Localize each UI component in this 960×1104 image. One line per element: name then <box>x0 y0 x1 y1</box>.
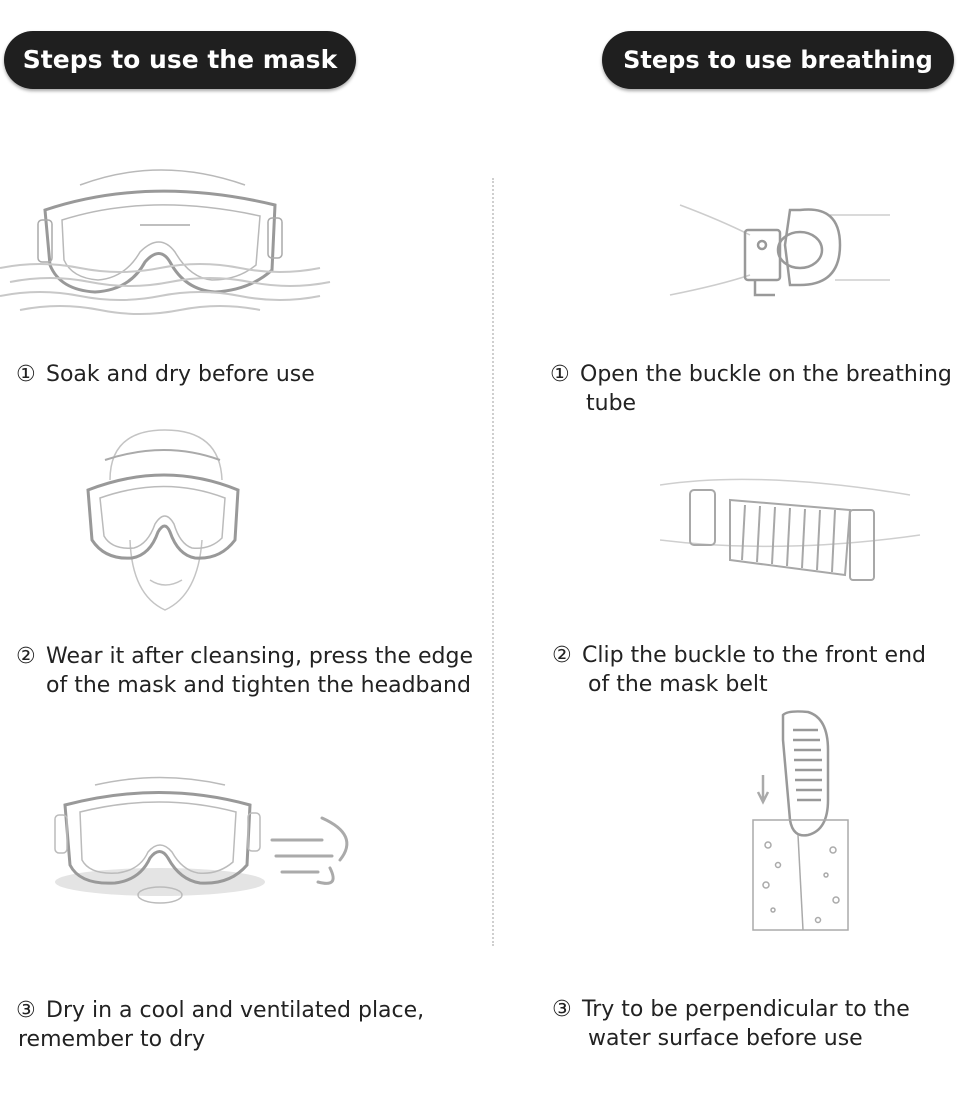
step-text-continued: tube <box>586 391 637 416</box>
mask-soaking-illustration <box>0 150 340 335</box>
mask-step-2 <box>16 642 486 700</box>
mask-step-3 <box>16 996 486 1054</box>
mask-step-1 <box>16 360 476 389</box>
step-text-continued: of the mask belt <box>588 672 768 697</box>
column-divider <box>492 178 494 946</box>
step-text: Clip the buckle to the front end <box>582 643 926 668</box>
mask-on-face-illustration <box>70 420 260 620</box>
mask-drying-illustration <box>50 770 360 915</box>
step-text: Wear it after cleansing, press the edge <box>46 644 474 669</box>
tube-buckle-open-illustration <box>660 185 900 315</box>
step-number: ② <box>16 644 36 669</box>
tube-in-water-illustration <box>748 710 858 935</box>
step-text: Open the buckle on the breathing <box>580 362 952 387</box>
tube-steps-header: Steps to use breathing tube <box>602 31 954 89</box>
step-number: ③ <box>552 997 572 1022</box>
step-text-continued: remember to dry <box>18 1027 206 1052</box>
step-number: ① <box>550 362 570 387</box>
step-number: ① <box>16 362 36 387</box>
tube-step-1 <box>550 360 955 418</box>
step-text: Dry in a cool and ventilated place, <box>46 998 425 1023</box>
mask-steps-header: Steps to use the mask <box>4 31 356 89</box>
step-text-continued: of the mask and tighten the headband <box>46 673 471 698</box>
tube-step-2 <box>552 641 952 699</box>
step-number: ② <box>552 643 572 668</box>
tube-buckle-clip-illustration <box>660 460 930 605</box>
step-text: Try to be perpendicular to the <box>582 997 910 1022</box>
step-text-continued: water surface before use <box>588 1026 863 1051</box>
step-text: Soak and dry before use <box>46 362 315 387</box>
tube-step-3 <box>552 995 952 1053</box>
step-number: ③ <box>16 998 36 1023</box>
